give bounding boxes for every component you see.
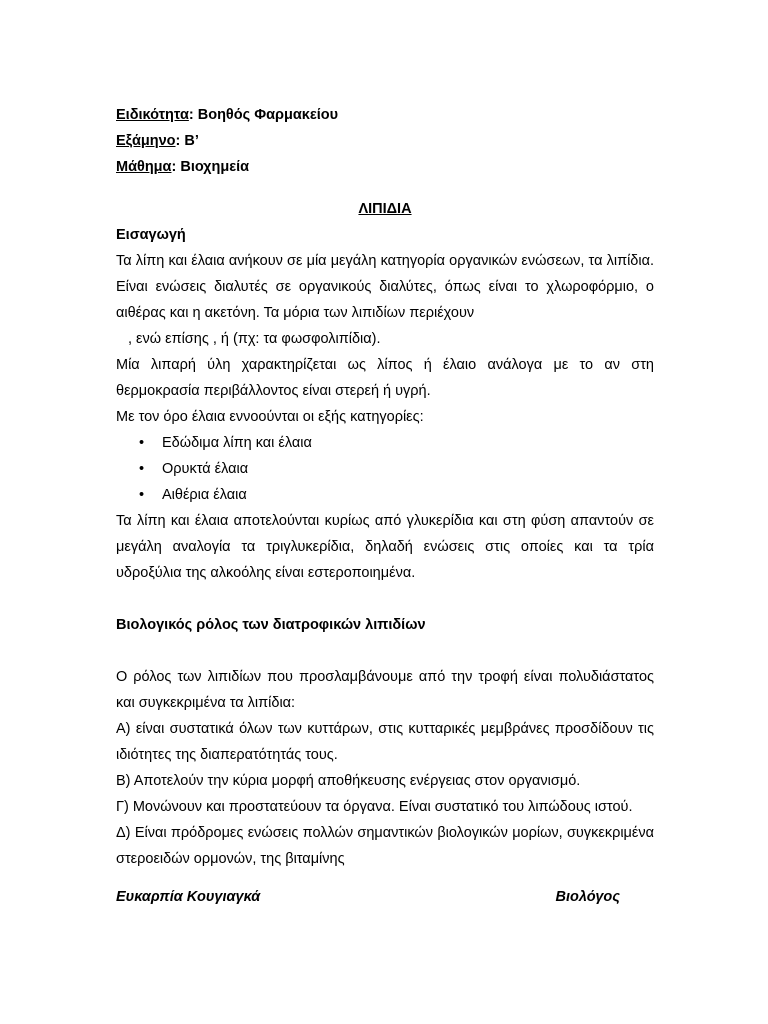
bio-role-item-b: Β) Αποτελούν την κύρια μορφή αποθήκευσης ενέργειας στον οργανισμό. [116, 773, 581, 789]
specialty-value: : Βοηθός Φαρμακείου [188, 107, 339, 123]
author-name: Ευκαρπία Κουγιαγκά [116, 889, 261, 905]
author-role: Βιολόγος [555, 889, 620, 905]
intro-heading: Εισαγωγή [116, 227, 186, 243]
semester-line [116, 128, 654, 154]
intro-paragraph-3: Με τον όρο έλαια εννοούνται οι εξής κατηγορίες: [116, 409, 424, 425]
specialty-line [116, 102, 654, 128]
intro-paragraph-1: Τα λίπη και έλαια ανήκουν σε μία μεγάλη κατηγορία οργανικών ενώσεων, τα λιπίδια. Είναι ενώσεις διαλυτές σε οργανικούς διαλύτες, όπως είναι το χλωροφόρμιο, ο αιθέρας και η ακετόνη. Τα μόρια των λιπιδίων περιέχουν [116, 253, 654, 321]
spacer [116, 586, 654, 612]
bullet-icon: • [139, 435, 145, 451]
bio-role-item-a: Α) είναι συστατικά όλων των κυττάρων, στις κυτταρικές μεμβράνες προσδίδουν τις ιδιότητες της διαπερατότητάς τους. [116, 721, 654, 763]
bio-role-item-c: Γ) Μονώνουν και προστατεύουν τα όργανα. Είναι συστατικό του λιπώδους ιστού. [116, 799, 633, 815]
list-item-label: Ορυκτά έλαια [162, 461, 249, 477]
intro-paragraph-4: Τα λίπη και έλαια αποτελούνται κυρίως από γλυκερίδια και στη φύση απαντούν σε μεγάλη αναλογία τα τριγλυκερίδια, δηλαδή ενώσεις στις οποίες και τα τρία υδροξύλια της αλκοόλης είναι εστεροποιημένα. [116, 513, 654, 581]
list-item [116, 482, 654, 508]
list-item-label: Αιθέρια έλαια [162, 487, 247, 503]
spacer [116, 638, 654, 664]
bio-role-heading: Βιολογικός ρόλος των διατροφικών λιπιδίων [116, 617, 426, 633]
document-body [116, 102, 654, 872]
course-line [116, 154, 654, 180]
bio-role-item-d: Δ) Είναι πρόδρομες ενώσεις πολλών σημαντικών βιολογικών μορίων, συγκεκριμένα στεροειδών ορμονών, της βιταμίνης [116, 825, 654, 867]
specialty-label: Ειδικότητα [116, 107, 189, 123]
semester-label: Εξάμηνο [116, 133, 176, 149]
semester-value: : Β’ [175, 133, 199, 149]
intro-paragraph-2: Μία λιπαρή ύλη χαρακτηρίζεται ως λίπος ή έλαιο ανάλογα με το αν στη θερμοκρασία περιβάλλοντος είναι στερεή ή υγρή. [116, 357, 654, 399]
intro-paragraph-1-continued: , ενώ επίσης , ή (πχ: τα φωσφολιπίδια). [128, 331, 381, 347]
bullet-icon: • [139, 487, 145, 503]
bullet-icon: • [139, 461, 145, 477]
course-label: Μάθημα [116, 159, 172, 175]
course-value: : Βιοχημεία [171, 159, 250, 175]
bio-role-paragraph: Ο ρόλος των λιπιδίων που προσλαμβάνουμε από την τροφή είναι πολυδιάστατος και συγκεκριμένα τα λιπίδια: [116, 669, 654, 711]
document-title: ΛΙΠΙΔΙΑ [358, 201, 412, 217]
oil-categories-list [116, 430, 654, 508]
list-item [116, 430, 654, 456]
list-item-label: Εδώδιμα λίπη και έλαια [162, 435, 312, 451]
list-item [116, 456, 654, 482]
